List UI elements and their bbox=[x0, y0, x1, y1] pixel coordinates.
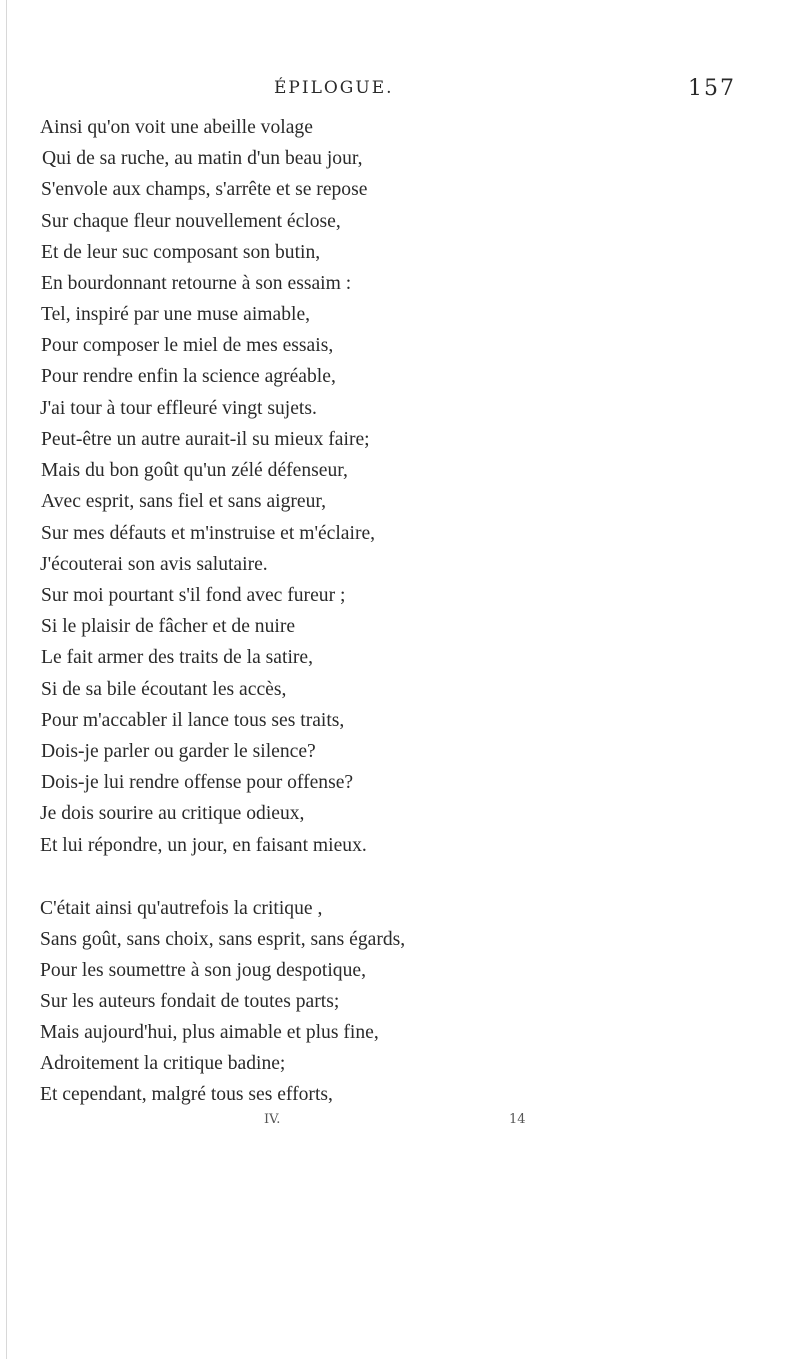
verse-line: Et de leur suc composant son butin, bbox=[41, 242, 321, 263]
signature-mark-right: 14 bbox=[509, 1112, 526, 1127]
verse-line: Mais aujourd'hui, plus aimable et plus fine, bbox=[40, 1022, 379, 1043]
verse-line: Mais du bon goût qu'un zélé défenseur, bbox=[41, 460, 348, 481]
verse-line: Peut-être un autre aurait-il su mieux faire; bbox=[41, 429, 370, 450]
running-head-title: ÉPILOGUE. bbox=[274, 78, 394, 98]
verse-line: J'écouterai son avis salutaire. bbox=[40, 554, 268, 575]
verse-line: Dois-je lui rendre offense pour offense? bbox=[41, 772, 354, 793]
verse-line: Ainsi qu'on voit une abeille volage bbox=[40, 117, 313, 138]
verse-line: J'ai tour à tour effleuré vingt sujets. bbox=[40, 398, 317, 419]
verse-line: Tel, inspiré par une muse aimable, bbox=[41, 304, 311, 325]
verse-line: Si le plaisir de fâcher et de nuire bbox=[41, 616, 296, 637]
verse-line: Adroitement la critique badine; bbox=[40, 1053, 286, 1074]
verse-line: Je dois sourire au critique odieux, bbox=[40, 803, 305, 824]
verse-line: Pour m'accabler il lance tous ses traits, bbox=[41, 710, 345, 731]
verse-line: Sur moi pourtant s'il fond avec fureur ; bbox=[41, 585, 346, 606]
verse-line: Pour rendre enfin la science agréable, bbox=[41, 366, 336, 387]
page-gutter-edge bbox=[6, 0, 7, 1359]
verse-line: Sur mes défauts et m'instruise et m'éclaire, bbox=[41, 523, 376, 544]
running-head bbox=[0, 78, 800, 108]
verse-line: C'était ainsi qu'autrefois la critique , bbox=[40, 898, 323, 919]
verse-line: Pour composer le miel de mes essais, bbox=[41, 335, 334, 356]
page-number: 157 bbox=[688, 76, 736, 101]
verse-line: Qui de sa ruche, au matin d'un beau jour, bbox=[42, 148, 363, 169]
verse-line: En bourdonnant retourne à son essaim : bbox=[41, 273, 352, 294]
signature-line bbox=[0, 1112, 800, 1130]
signature-mark-left: IV. bbox=[264, 1112, 281, 1127]
verse-line: Si de sa bile écoutant les accès, bbox=[41, 679, 287, 700]
verse-line: Et cependant, malgré tous ses efforts, bbox=[40, 1084, 333, 1105]
verse-line: Sans goût, sans choix, sans esprit, sans égards, bbox=[40, 929, 406, 950]
verse-line: Le fait armer des traits de la satire, bbox=[41, 647, 314, 668]
verse-line: Dois-je parler ou garder le silence? bbox=[41, 741, 316, 762]
verse-line: S'envole aux champs, s'arrête et se repose bbox=[41, 179, 368, 200]
verse-line: Pour les soumettre à son joug despotique, bbox=[40, 960, 366, 981]
verse-line: Et lui répondre, un jour, en faisant mieux. bbox=[40, 835, 367, 856]
verse-line: Sur chaque fleur nouvellement éclose, bbox=[41, 211, 341, 232]
verse-line: Avec esprit, sans fiel et sans aigreur, bbox=[41, 491, 327, 512]
verse-line: Sur les auteurs fondait de toutes parts; bbox=[40, 991, 340, 1012]
